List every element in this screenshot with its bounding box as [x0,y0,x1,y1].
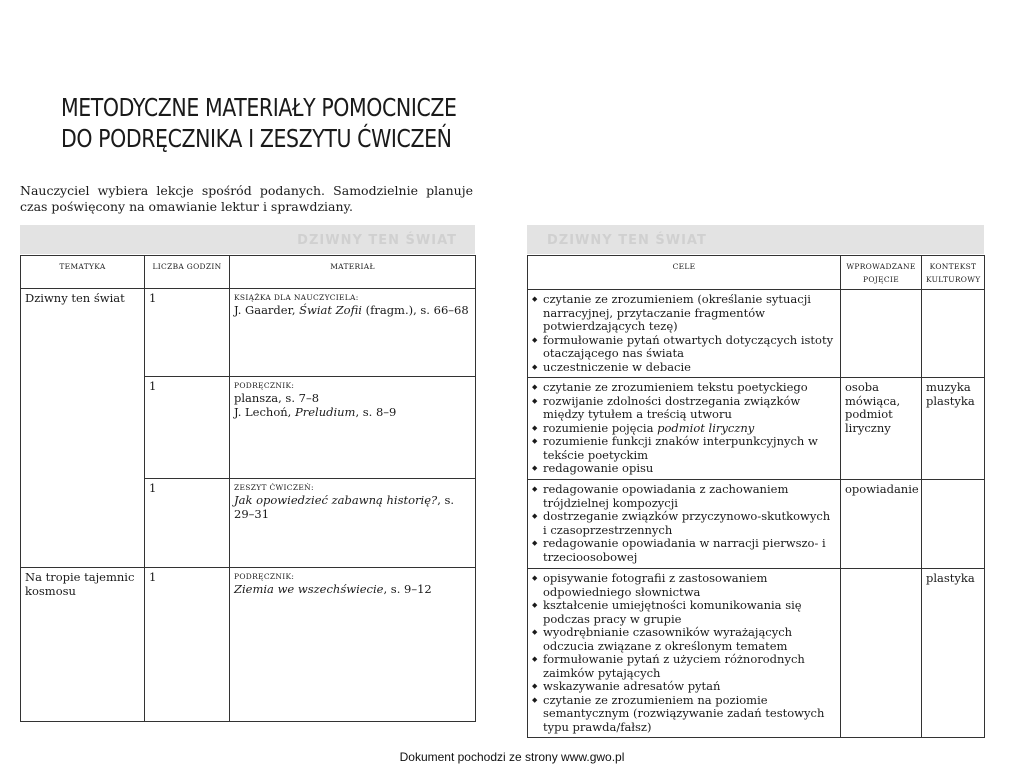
header-material: MATERIAŁ [230,256,476,289]
material-title: Jak opowiedzieć zabawną historię? [234,493,438,507]
goal-item: ◆ redagowanie opowiadania z zachowaniem trójdzielnej kompozycji [543,483,836,510]
goal-item: ◆ redagowanie opisu [543,462,836,476]
material-cell [230,289,476,377]
material-text: , s. 8–9 [355,404,397,419]
title-line-2: DO PODRĘCZNIKA I ZESZYTU ĆWICZEŃ [60,124,452,153]
material-title: Preludium [294,404,356,419]
table-row [528,378,985,480]
goal-item: ◆ czytanie ze zrozumieniem tekstu poetyckiego [543,381,836,395]
section-band-right: DZIWNY TEN ŚWIAT [527,225,984,254]
material-cell [230,377,476,479]
goal-item: ◆ kształcenie umiejętności komunikowania się podczas pracy w grupie [543,599,836,626]
material-title: Ziemia we wszechświecie [234,582,384,596]
topic-cell: Na tropie tajemnic kosmosu [21,568,145,722]
table-row [528,569,985,738]
material-label: KSIĄŻKA DLA NAUCZYCIELA: [234,293,359,302]
table-row [528,480,985,569]
goal-item: ◆ uczestniczenie w debacie [543,361,836,375]
material-text: plansza, s. 7–8 [234,391,320,405]
goals-list [532,572,836,734]
goal-item: ◆ opisywanie fotografii z zastosowaniem odpowiedniego słownictwa [543,572,836,599]
table-row [21,289,476,377]
material-label: ZESZYT ĆWICZEŃ: [234,483,314,492]
goals-list [532,483,836,564]
hours-cell: 1 [145,289,230,377]
goal-item: ◆ czytanie ze zrozumieniem (określanie sytuacji narracyjnej, przytaczanie fragmentów potwierdzających tezę) [543,293,836,334]
page-title [60,92,457,154]
goals-cell [528,569,841,738]
right-table [527,255,985,738]
concept-cell: osoba mówiąca, podmiot liryczny [841,378,922,480]
section-band-left: DZIWNY TEN ŚWIAT [20,225,475,254]
table-row [528,290,985,378]
goal-text: rozumienie pojęcia [543,420,658,435]
header-kontekst-kulturowy: KONTEKST KULTUROWY [922,256,985,290]
left-header-row [21,256,476,289]
material-label: PODRĘCZNIK: [234,572,295,581]
goal-item: ◆ czytanie ze zrozumieniem na poziomie semantycznym (rozwiązywanie zadań testowych typu prawda/fałsz) [543,694,836,735]
context-cell [922,480,985,569]
goals-cell [528,290,841,378]
goals-list [532,381,836,476]
concept-cell [841,290,922,378]
context-cell: plastyka [922,569,985,738]
concept-cell [841,569,922,738]
goals-cell [528,378,841,480]
material-cell [230,479,476,568]
header-liczba-godzin: LICZBA GODZIN [145,256,230,289]
hours-cell: 1 [145,479,230,568]
goal-item: ◆ wskazywanie adresatów pytań [543,680,836,694]
table-row [21,568,476,722]
material-text: J. Lechoń, [234,404,295,419]
goal-item: ◆ dostrzeganie związków przyczynowo-skutkowych i czasoprzestrzennych [543,510,836,537]
goal-item [543,422,836,436]
context-cell: muzyka plastyka [922,378,985,480]
footer-source: Dokument pochodzi ze strony www.gwo.pl [399,750,625,764]
material-text: (fragm.), s. 66–68 [361,303,469,317]
left-table [20,255,476,722]
material-title: Świat Zofii [299,303,362,317]
title-line-1: METODYCZNE MATERIAŁY POMOCNICZE [60,93,457,122]
header-cele: CELE [528,256,841,290]
goals-cell [528,480,841,569]
goal-item: ◆ redagowanie opowiadania w narracji pierwszo- i trzecioosobowej [543,537,836,564]
header-wprowadzane-pojecie: WPROWADZANE POJĘCIE [841,256,922,290]
right-header-row [528,256,985,290]
goal-item: ◆ formułowanie pytań otwartych dotyczących istoty otaczającego nas świata [543,334,836,361]
topic-cell: Dziwny ten świat [21,289,145,568]
concept-cell: opowiadanie [841,480,922,569]
goal-term: podmiot liryczny [657,420,755,435]
material-cell [230,568,476,722]
goals-list [532,293,836,374]
goal-item: ◆ formułowanie pytań z użyciem różnorodnych zaimków pytających [543,653,836,680]
hours-cell: 1 [145,568,230,722]
material-label: PODRĘCZNIK: [234,381,295,390]
goal-item: ◆ rozwijanie zdolności dostrzegania związków między tytułem a treścią utworu [543,395,836,422]
material-text: , s. 9–12 [383,582,432,596]
material-text: , s. 29–31 [234,493,455,521]
hours-cell: 1 [145,377,230,479]
intro-text: Nauczyciel wybiera lekcje spośród podanych. Samodzielnie planuje czas poświęcony na omawianie lektur i sprawdziany. [20,183,473,214]
material-text: J. Gaarder, [234,303,300,317]
header-tematyka: TEMATYKA [21,256,145,289]
context-cell [922,290,985,378]
goal-item: ◆ wyodrębnianie czasowników wyrażających odczucia związane z określonym tematem [543,626,836,653]
goal-item: ◆ rozumienie funkcji znaków interpunkcyjnych w tekście poetyckim [543,435,836,462]
